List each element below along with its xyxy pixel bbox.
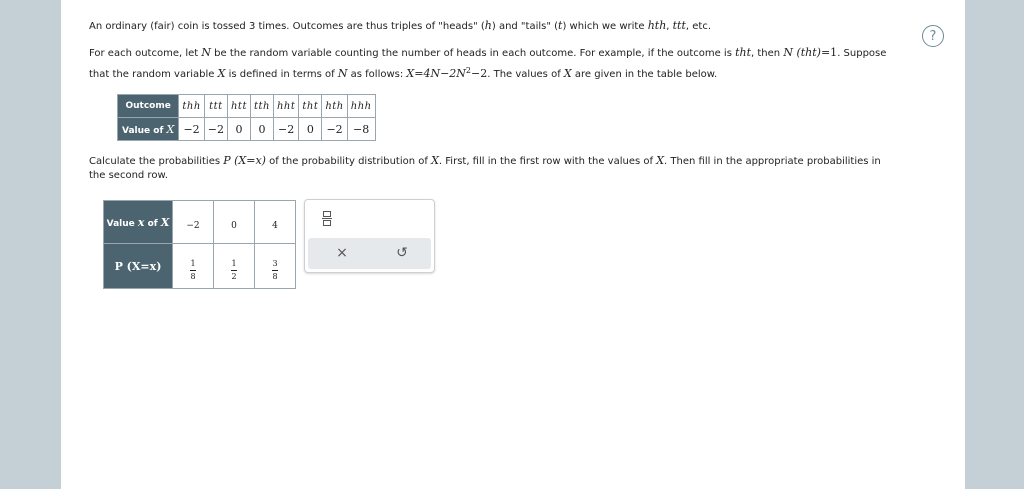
undo-button[interactable]: ↺ <box>396 245 408 261</box>
text: , etc. <box>685 21 712 32</box>
text: . The values of <box>487 69 564 80</box>
math-X: X <box>160 215 170 229</box>
text: ) which we write <box>562 21 648 32</box>
text: Calculate the probabilities <box>89 156 224 167</box>
outcome-cell: htt <box>227 95 250 118</box>
math-N: N <box>337 67 348 80</box>
text: . Suppose <box>837 48 887 59</box>
numerator: 1 <box>190 258 196 268</box>
text: For each outcome, let <box>89 48 202 59</box>
denominator: 8 <box>190 271 196 281</box>
answer-table <box>103 200 296 289</box>
math-X: X <box>563 67 572 80</box>
text: be the random variable counting the number of heads in each outcome. For example, if the outcome is <box>211 48 736 59</box>
x-values-row <box>104 201 296 244</box>
value-header-label: Value of <box>122 125 164 136</box>
outcome-cell: hhh <box>347 95 375 118</box>
probability-input[interactable] <box>255 244 296 289</box>
math-X: X <box>431 154 439 167</box>
text: . Then fill in the appropriate probabilities in <box>664 156 881 167</box>
fraction <box>190 259 196 282</box>
fraction-bar <box>231 270 237 271</box>
probability-input[interactable] <box>173 244 214 289</box>
text: of the probability distribution of <box>265 156 432 167</box>
value-cell: −2 <box>322 118 347 141</box>
fraction-icon[interactable] <box>322 211 332 229</box>
fraction-bar <box>272 270 278 271</box>
value-cell: −2 <box>179 118 204 141</box>
math-toolbox <box>304 199 435 273</box>
math-N: N <box>201 46 211 59</box>
x-value-input[interactable] <box>255 201 296 244</box>
text: are given in the table below. <box>571 69 718 80</box>
math-t: t <box>558 19 563 32</box>
value-cell: 0 <box>227 118 250 141</box>
math-tht: tht <box>735 46 752 59</box>
fraction-line <box>322 218 332 219</box>
text: , <box>666 21 673 32</box>
value-cell: −8 <box>347 118 375 141</box>
math-x: x <box>137 215 145 229</box>
toolbox-action-bar <box>308 238 431 269</box>
denominator: 2 <box>231 271 237 281</box>
fraction-numerator-box <box>323 211 331 217</box>
x-value-input[interactable] <box>214 201 255 244</box>
math-hth: hth <box>647 19 667 32</box>
outcome-cell: tht <box>299 95 322 118</box>
numerator: 1 <box>231 258 237 268</box>
x-values-header <box>104 201 173 244</box>
math-N-tht: N (tht) <box>783 46 821 59</box>
value-cell: 0 <box>299 118 322 141</box>
probability-header: P (X=x) <box>104 244 173 289</box>
x-value: 4 <box>272 220 278 231</box>
probability-row <box>104 244 296 289</box>
x-value: 0 <box>231 220 237 231</box>
math-eq: =1 <box>820 46 838 59</box>
outcome-table <box>117 94 376 141</box>
text: , then <box>751 48 784 59</box>
help-button[interactable]: ? <box>922 25 944 47</box>
denominator: 8 <box>272 271 278 281</box>
text: An ordinary (fair) coin is tossed 3 times. Outcomes are thus triples of "heads" ( <box>89 21 485 32</box>
header-text: Value <box>106 218 138 229</box>
definition-paragraph <box>89 43 886 64</box>
value-header <box>118 118 179 141</box>
math-exponent: 2 <box>465 66 472 75</box>
value-cell: −2 <box>273 118 298 141</box>
formula-paragraph <box>89 64 717 85</box>
x-value-input[interactable] <box>173 201 214 244</box>
outcome-cell: thh <box>179 95 204 118</box>
math-X: X <box>217 67 226 80</box>
fraction-denominator-box <box>323 220 331 226</box>
math-formula: X=4N−2N <box>406 67 466 80</box>
outcome-header: Outcome <box>118 95 179 118</box>
x-value: −2 <box>186 220 200 231</box>
intro-paragraph <box>89 16 711 37</box>
value-row <box>118 118 376 141</box>
outcome-row <box>118 95 376 118</box>
fraction-bar <box>190 270 196 271</box>
fraction <box>272 259 278 282</box>
value-cell: 0 <box>250 118 273 141</box>
math-X: X <box>656 154 665 167</box>
instruction-paragraph <box>89 151 881 172</box>
math-P-X-x: P (X=x) <box>223 154 266 167</box>
clear-button[interactable]: × <box>336 245 348 261</box>
instruction-paragraph-line2: the second row. <box>89 170 168 181</box>
math-ttt: ttt <box>672 19 686 32</box>
value-cell: −2 <box>204 118 227 141</box>
numerator: 3 <box>272 258 278 268</box>
outcome-cell: ttt <box>204 95 227 118</box>
header-text: of <box>144 218 161 229</box>
text: ) and "tails" ( <box>491 21 559 32</box>
outcome-cell: hth <box>322 95 347 118</box>
text: . First, fill in the first row with the values of <box>438 156 657 167</box>
outcome-cell: hht <box>273 95 298 118</box>
text: that the random variable <box>89 69 218 80</box>
text: is defined in terms of <box>225 69 338 80</box>
math-X: X <box>166 122 175 136</box>
outcome-cell: tth <box>250 95 273 118</box>
probability-input[interactable] <box>214 244 255 289</box>
text: as follows: <box>347 69 407 80</box>
math-formula-tail: −2 <box>471 67 488 80</box>
fraction <box>231 259 237 282</box>
math-h: h <box>484 19 492 32</box>
